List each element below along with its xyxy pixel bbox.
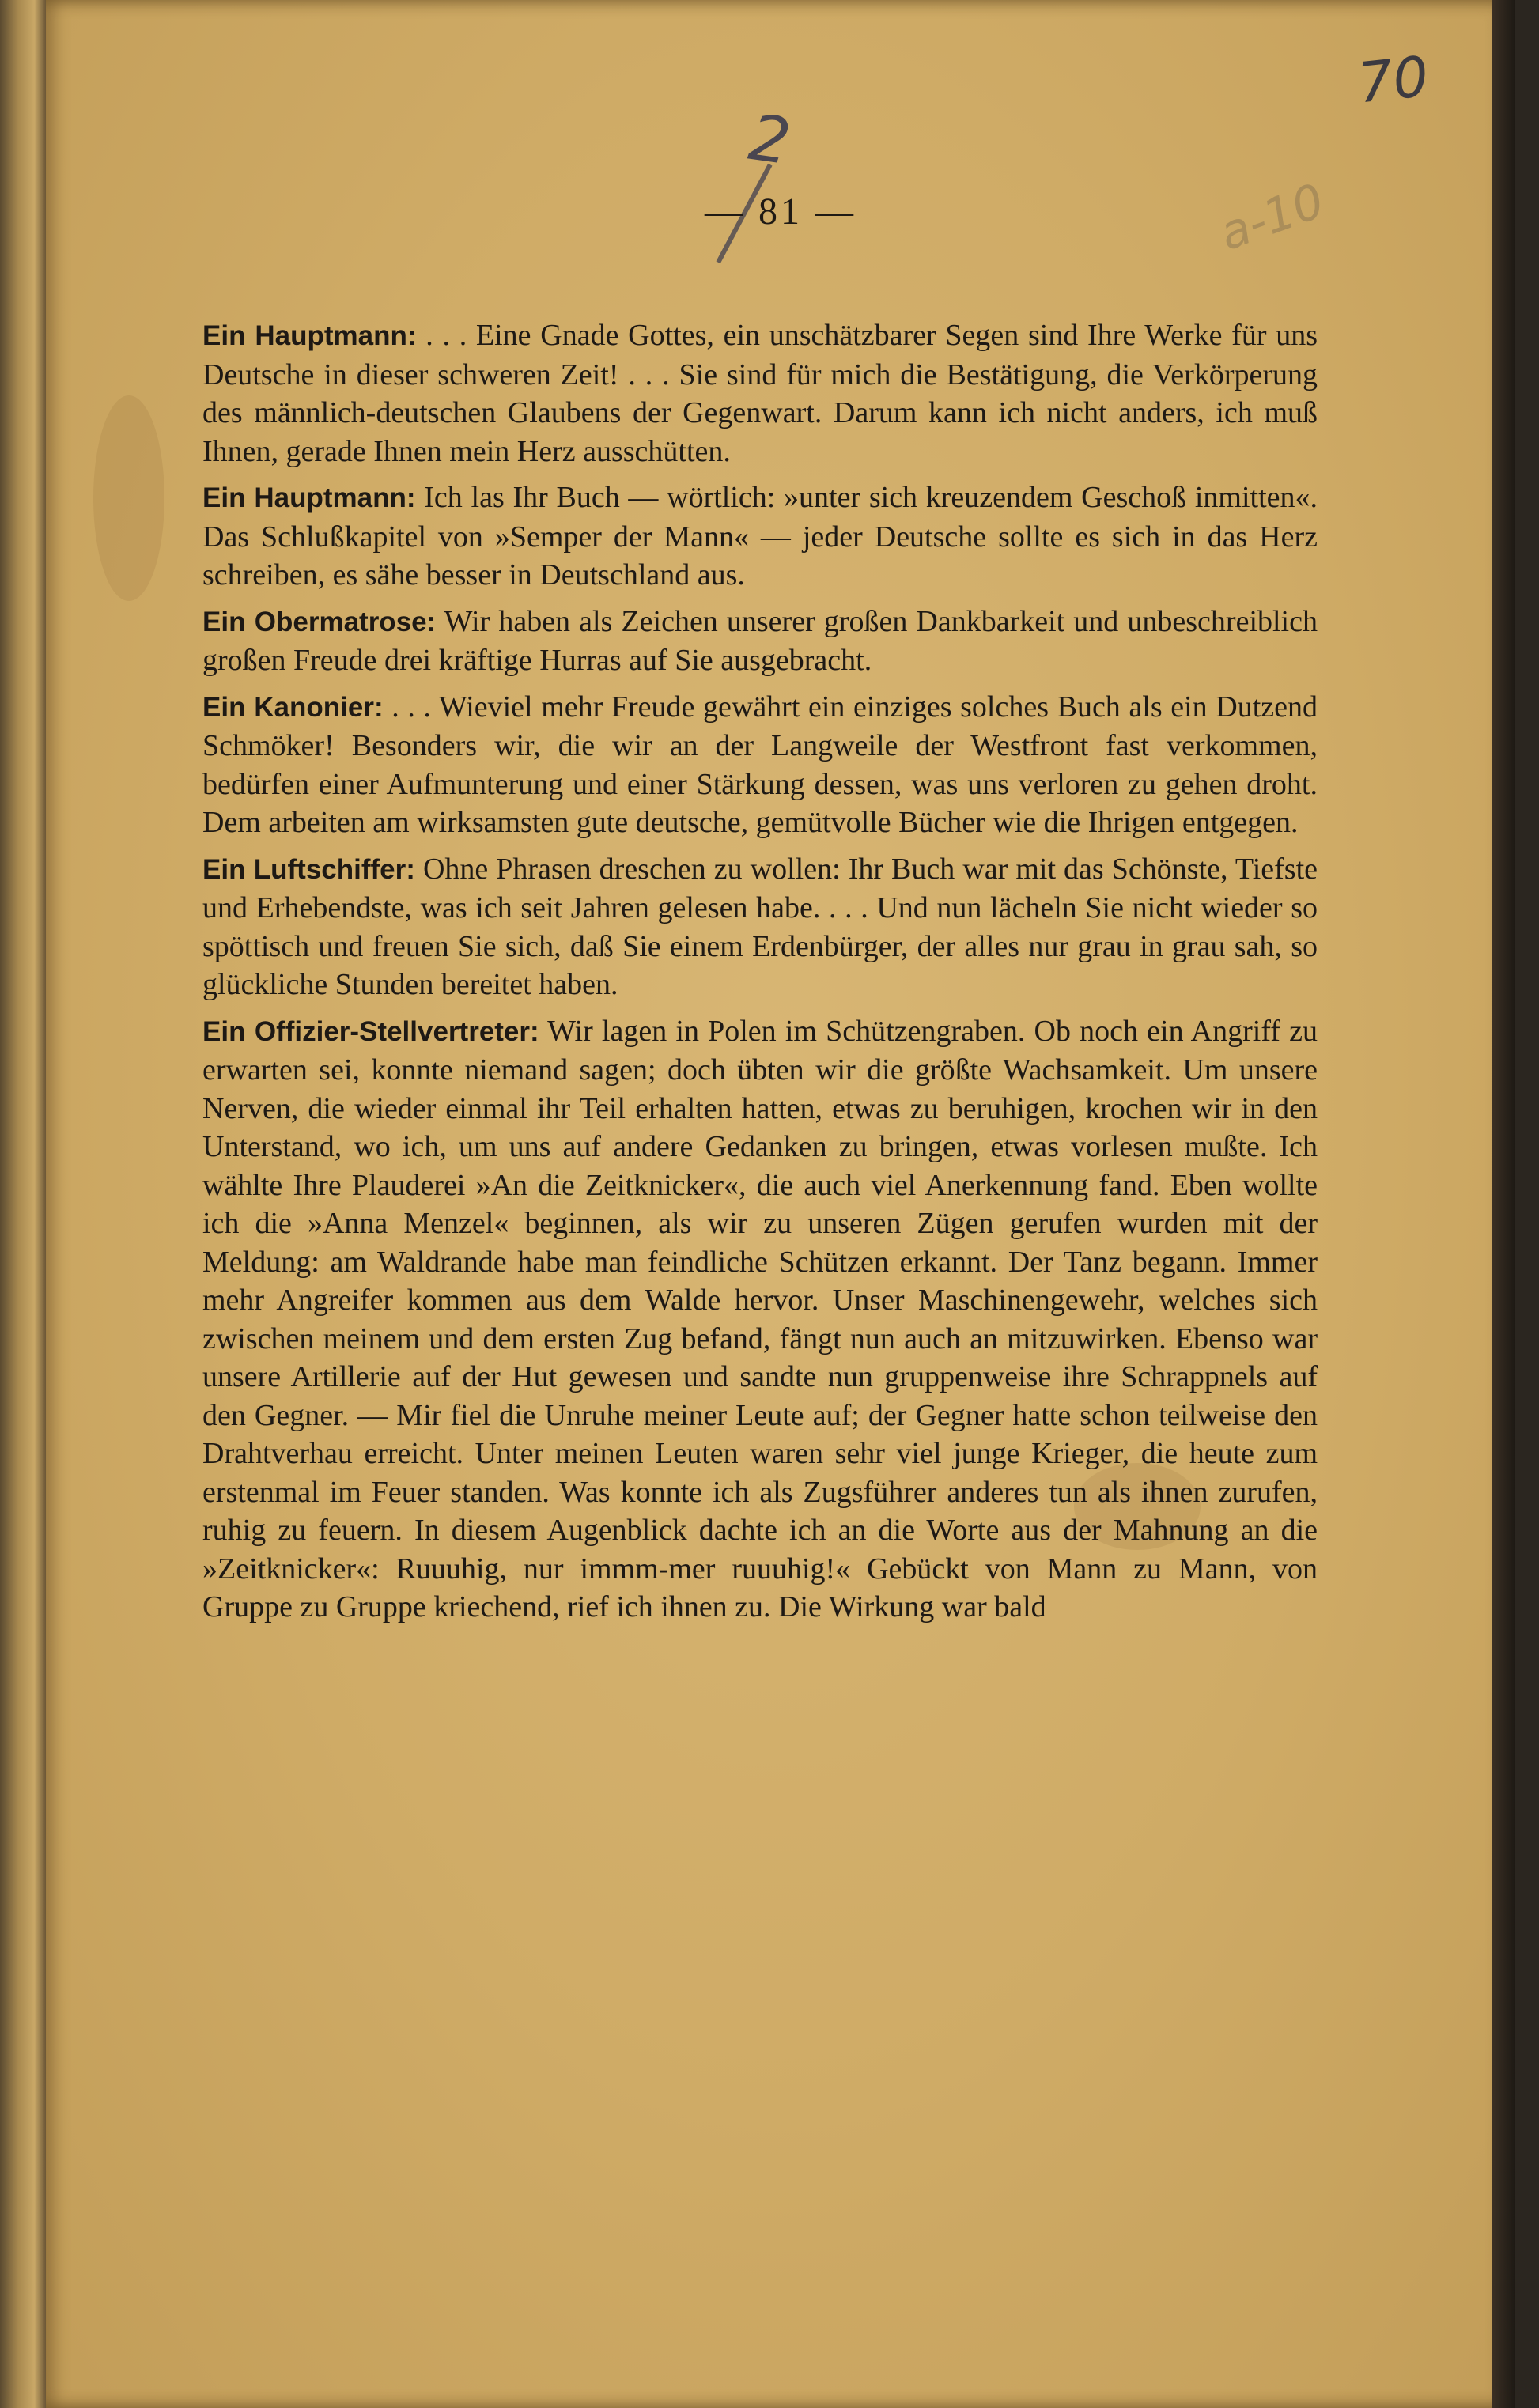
entry-text: Wir haben als Zeichen unserer großen Dankbarkeit und unbeschreiblich großen Freude drei kräftige Hurras auf Sie ausgebracht. bbox=[202, 604, 1318, 677]
entry-text: Ich las Ihr Buch — wörtlich: »unter sich kreuzendem Geschoß inmitten«. Das Schlußkapitel von »Semper der Mann« — jeder Deutsche sollte es sich in das Herz schreiben, es sähe besser in Deutschland aus. bbox=[202, 481, 1318, 592]
entry bbox=[202, 688, 1318, 842]
speaker-label: Ein Obermatrose: bbox=[202, 606, 437, 637]
entry bbox=[202, 1012, 1318, 1627]
book-page bbox=[46, 0, 1515, 2408]
paper-stain bbox=[93, 395, 164, 601]
page-header bbox=[46, 190, 1515, 233]
entry-text: Ohne Phrasen dreschen zu wollen: Ihr Buch war mit das Schönste, Tiefste und Erhebendste, was ich seit Jahren gelesen habe. . . . Und nun lächeln Sie nicht wieder so spöttisch und freuen Sie sich, daß Sie einem Erdenbürger, der alles nur grau in grau sah, so glückliche Stunden bereitet haben. bbox=[202, 852, 1318, 1001]
handwritten-mark: 2 bbox=[744, 100, 796, 180]
page-body bbox=[202, 316, 1318, 1635]
entry bbox=[202, 316, 1318, 471]
speaker-label: Ein Hauptmann: bbox=[202, 482, 416, 513]
entry bbox=[202, 850, 1318, 1004]
entry bbox=[202, 603, 1318, 680]
book-spine bbox=[0, 0, 46, 2408]
entry-text: Wir lagen in Polen im Schützengraben. Ob noch ein Angriff zu erwarten sei, konnte niemand sagen; doch übten wir die größte Wachsamkeit. Um unsere Nerven, die wieder einmal ihr Teil erhalten hatten, etwas zu beruhigen, krochen wir in den Unterstand, wo ich, um uns auf andere Gedanken zu bringen, etwas vorlesen mußte. Ich wählte Ihre Plauderei »An die Zeitknicker«, die auch viel Anerkennung fand. Eben wollte ich die »Anna Menzel« beginnen, als wir zu unseren Zügen gerufen wurden mit der Meldung: am Waldrande habe man feindliche Schützen erkannt. Der Tanz begann. Immer mehr Angreifer kommen aus dem Walde hervor. Unser Maschinengewehr, welches sich zwischen meinem und dem ersten Zug befand, fängt nun auch an mitzuwirken. Ebenso war unsere Artillerie auf der Hut gewesen und sandte nun gruppenweise ihre Schrappnels auf den Gegner. — Mir fiel die Unruhe meiner Leute auf; der Gegner hatte schon teilweise den Drahtverhau erreicht. Unter meinen Leuten waren sehr viel junge Krieger, die heute zum erstenmal im Feuer standen. Was konnte ich als Zugsführer anderes tun als ihnen zurufen, ruhig zu feuern. In diesem Augenblick dachte ich an die Worte aus der Mahnung an die »Zeitknicker«: Ruuuhig, nur immm-mer ruuuhig!« Gebückt von Mann zu Mann, von Gruppe zu Gruppe kriechend, rief ich ihnen zu. Die Wirkung war bald bbox=[202, 1014, 1318, 1624]
entry-text: . . . Wieviel mehr Freude gewährt ein einziges solches Buch als ein Dutzend Schmöker! Besonders wir, die wir an der Langweile der Westfront fast verkommen, bedürfen einer Aufmunterung und einer Stärkung dessen, was uns verloren zu gehen droht. Dem arbeiten am wirksamsten gute deutsche, gemütvolle Bücher wie die Ihrigen entgegen. bbox=[202, 690, 1318, 839]
page-number: — 81 — bbox=[705, 191, 856, 232]
faint-pencil-mark: a-10 bbox=[1212, 173, 1332, 262]
speaker-label: Ein Offizier-Stellvertreter: bbox=[202, 1015, 539, 1047]
entry bbox=[202, 478, 1318, 595]
handwritten-folio-number: 70 bbox=[1354, 43, 1432, 116]
speaker-label: Ein Hauptmann: bbox=[202, 320, 417, 351]
speaker-label: Ein Kanonier: bbox=[202, 691, 384, 723]
speaker-label: Ein Luftschiffer: bbox=[202, 853, 415, 885]
page-edge-shadow bbox=[1492, 0, 1515, 2408]
entry-text: . . . Eine Gnade Gottes, ein unschätzbarer Segen sind Ihre Werke für uns Deutsche in dieser schweren Zeit! . . . Sie sind für mich die Bestätigung, die Verkörperung des männlich-deutschen Glaubens der Gegenwart. Darum kann ich nicht anders, ich muß Ihnen, gerade Ihnen mein Herz ausschütten. bbox=[202, 319, 1318, 468]
